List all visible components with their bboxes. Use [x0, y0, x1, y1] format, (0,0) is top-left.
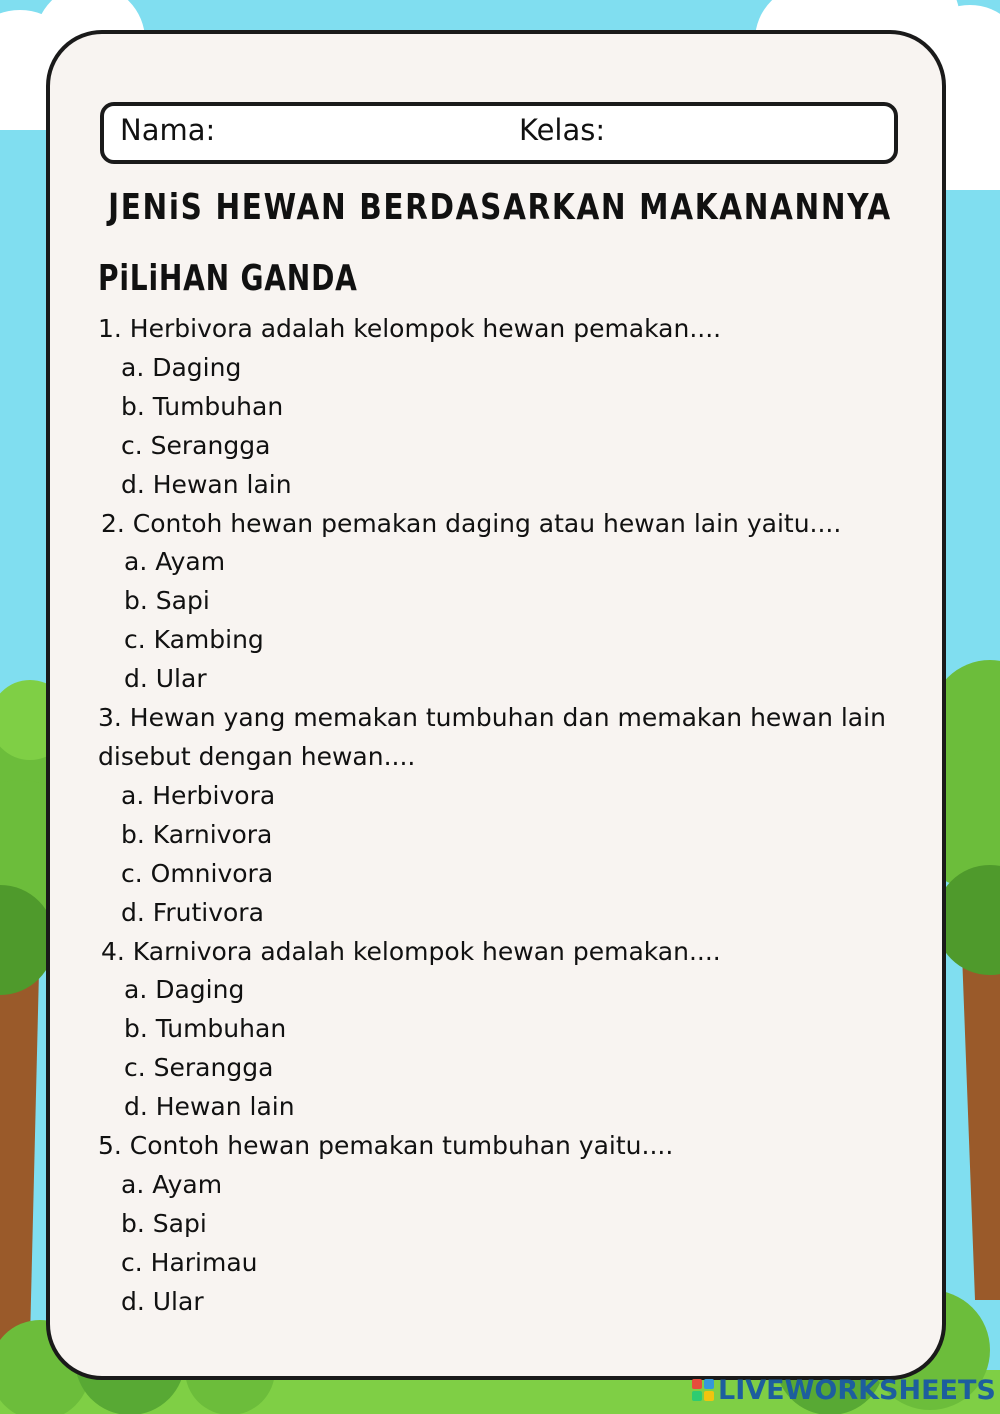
option-4d[interactable]: d. Hewan lain: [124, 1092, 295, 1121]
option-3c[interactable]: c. Omnivora: [121, 859, 274, 888]
section-title: PiLiHAN GANDA: [98, 258, 358, 299]
option-4a[interactable]: a. Daging: [124, 975, 245, 1004]
option-2a[interactable]: a. Ayam: [124, 547, 226, 576]
option-4c[interactable]: c. Serangga: [124, 1053, 274, 1082]
option-5a[interactable]: a. Ayam: [121, 1170, 223, 1199]
logo-grid-icon: [692, 1379, 714, 1401]
option-5c[interactable]: c. Harimau: [121, 1248, 258, 1277]
name-class-box[interactable]: [100, 102, 898, 164]
logo-text: LIVEWORKSHEETS: [718, 1374, 996, 1406]
question-4: 4. Karnivora adalah kelompok hewan pemakan....: [101, 937, 721, 966]
question-2: 2. Contoh hewan pemakan daging atau hewan lain yaitu....: [101, 509, 842, 538]
name-label: Nama:: [120, 113, 216, 147]
option-1b[interactable]: b. Tumbuhan: [121, 392, 284, 421]
option-3a[interactable]: a. Herbivora: [121, 781, 276, 810]
class-label: Kelas:: [519, 113, 606, 147]
page-title: JENiS HEWAN BERDASARKAN MAKANANNYA: [108, 187, 892, 228]
option-1a[interactable]: a. Daging: [121, 353, 242, 382]
option-1c[interactable]: c. Serangga: [121, 431, 271, 460]
question-3: 3. Hewan yang memakan tumbuhan dan memakan hewan lain: [98, 703, 886, 732]
question-1: 1. Herbivora adalah kelompok hewan pemakan....: [98, 314, 722, 343]
option-3b[interactable]: b. Karnivora: [121, 820, 273, 849]
option-4b[interactable]: b. Tumbuhan: [124, 1014, 287, 1043]
option-5b[interactable]: b. Sapi: [121, 1209, 207, 1238]
option-2c[interactable]: c. Kambing: [124, 625, 264, 654]
option-5d[interactable]: d. Ular: [121, 1287, 204, 1316]
option-3d[interactable]: d. Frutivora: [121, 898, 264, 927]
option-1d[interactable]: d. Hewan lain: [121, 470, 292, 499]
question-5: 5. Contoh hewan pemakan tumbuhan yaitu....: [98, 1131, 674, 1160]
liveworksheets-logo[interactable]: [692, 1374, 996, 1406]
option-2b[interactable]: b. Sapi: [124, 586, 210, 615]
question-3-cont: disebut dengan hewan....: [98, 742, 416, 771]
option-2d[interactable]: d. Ular: [124, 664, 207, 693]
